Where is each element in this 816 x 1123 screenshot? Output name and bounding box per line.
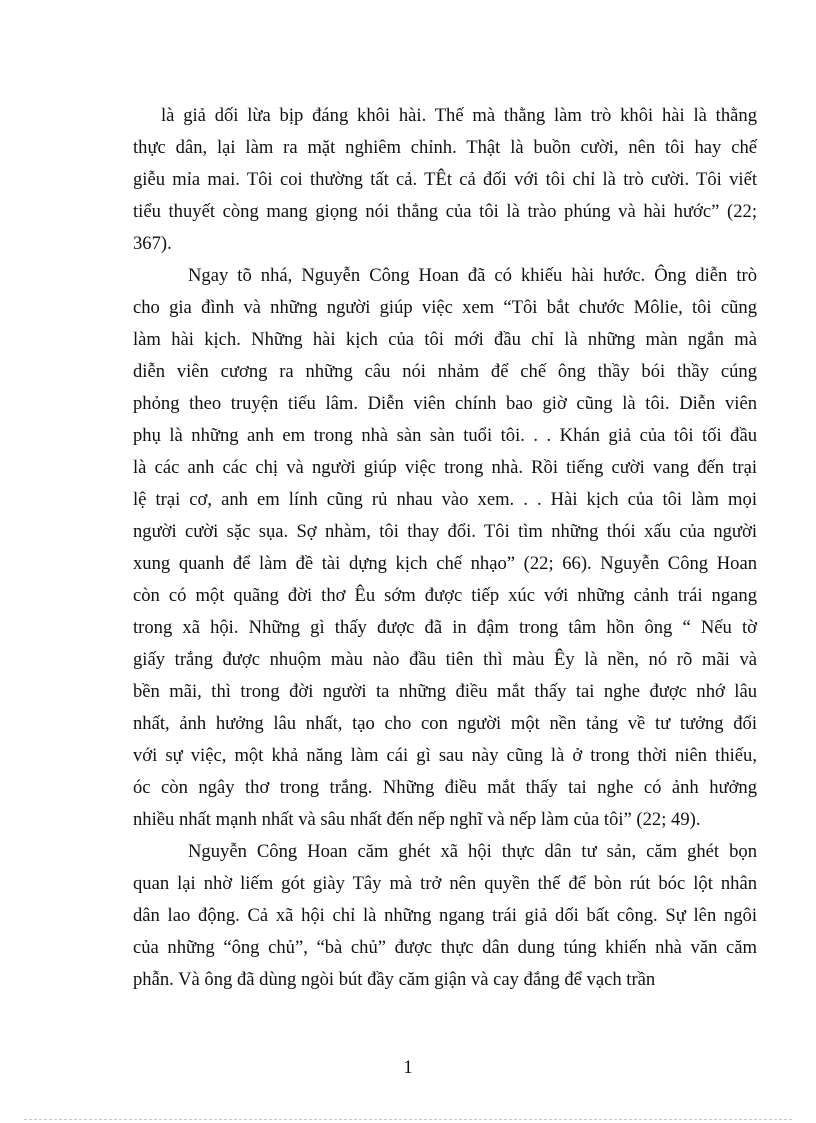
body-text (133, 100, 757, 996)
text-line: làm hài kịch. Những hài kịch của tôi mới đầu chỉ là những màn ngắn mà (133, 329, 757, 350)
text-line: phụ là những anh em trong nhà sàn sàn tuổi tôi. . . Khán giả của tôi tối đầu (133, 425, 757, 446)
text-line: Ngay tõ nhá, Nguyễn Công Hoan đã có khiếu hài hước. Ông diễn trò (188, 265, 757, 286)
text-line: dân lao động. Cả xã hội chỉ là những ngang trái giả dối bất công. Sự lên ngôi (133, 905, 757, 926)
text-line: là các anh các chị và người giúp việc trong nhà. Rồi tiếng cười vang đến trại (133, 457, 757, 478)
text-line: phỏng theo truyện tiếu lâm. Diễn viên chính bao giờ cũng là tôi. Diễn viên (133, 393, 757, 414)
text-line: lệ trại cơ, anh em lính cũng rủ nhau vào xem. . . Hài kịch của tôi làm mọi (133, 489, 757, 510)
text-line: nhiều nhất mạnh nhất và sâu nhất đến nếp nghĩ và nếp làm của tôi” (22; 49). (133, 809, 701, 830)
text-line: với sự việc, một khả năng làm cái gì sau này cũng là ở trong thời niên thiếu, (133, 745, 757, 766)
text-line: phẫn. Và ông đã dùng ngòi bút đầy căm giận và cay đắng để vạch trần (133, 969, 656, 990)
text-line: cho gia đình và những người giúp việc xem “Tôi bắt chước Môlie, tôi cũng (133, 297, 757, 318)
text-line: còn có một quãng đời thơ Êu sớm được tiếp xúc với những cảnh trái ngang (133, 585, 757, 606)
text-line: diễn viên cương ra những câu nói nhảm để chế ông thầy bói thầy cúng (133, 361, 757, 382)
text-line: thực dân, lại làm ra mặt nghiêm chỉnh. Thật là buồn cười, nên tôi hay chế (133, 137, 757, 158)
text-line: giễu mỉa mai. Tôi coi thường tất cả. TÊt cả đối với tôi chỉ là trò cười. Tôi viết (133, 169, 757, 190)
text-line: quan lại nhờ liếm gót giày Tây mà trở nên quyền thế để bòn rút bóc lột nhân (133, 873, 757, 894)
text-line: người cười sặc sụa. Sợ nhàm, tôi thay đổi. Tôi tìm những thói xấu của người (133, 521, 757, 542)
text-line: là giả dối lừa bịp đáng khôi hài. Thế mà thằng làm trò khôi hài là thằng (161, 105, 757, 126)
text-line: 367). (133, 233, 172, 254)
text-line: óc còn ngây thơ trong trắng. Những điều mắt thấy tai nghe có ảnh hưởng (133, 777, 757, 798)
text-line: trong xã hội. Những gì thấy được đã in đậm trong tâm hồn ông “ Nếu tờ (133, 617, 757, 638)
text-line: của những “ông chủ”, “bà chủ” được thực dân dung túng khiến nhà văn căm (133, 937, 757, 958)
text-line: bền mãi, thì trong đời người ta những điều mắt thấy tai nghe được nhớ lâu (133, 681, 757, 702)
page-number: 1 (403, 1057, 413, 1078)
text-line: giấy trắng được nhuộm màu nào đầu tiên thì màu Êy là nền, nó rõ mãi và (133, 649, 757, 670)
page-bottom-divider (24, 1119, 792, 1120)
text-line: xung quanh để làm đề tài dựng kịch chế nhạo” (22; 66). Nguyễn Công Hoan (133, 553, 757, 574)
text-line: tiểu thuyết còng mang giọng nói thẳng của tôi là trào phúng và hài hước” (22; (133, 201, 757, 222)
text-line: nhất, ảnh hưởng lâu nhất, tạo cho con người một nền tảng về tư tưởng đối (133, 713, 757, 734)
text-line: Nguyễn Công Hoan căm ghét xã hội thực dân tư sản, căm ghét bọn (188, 841, 757, 862)
